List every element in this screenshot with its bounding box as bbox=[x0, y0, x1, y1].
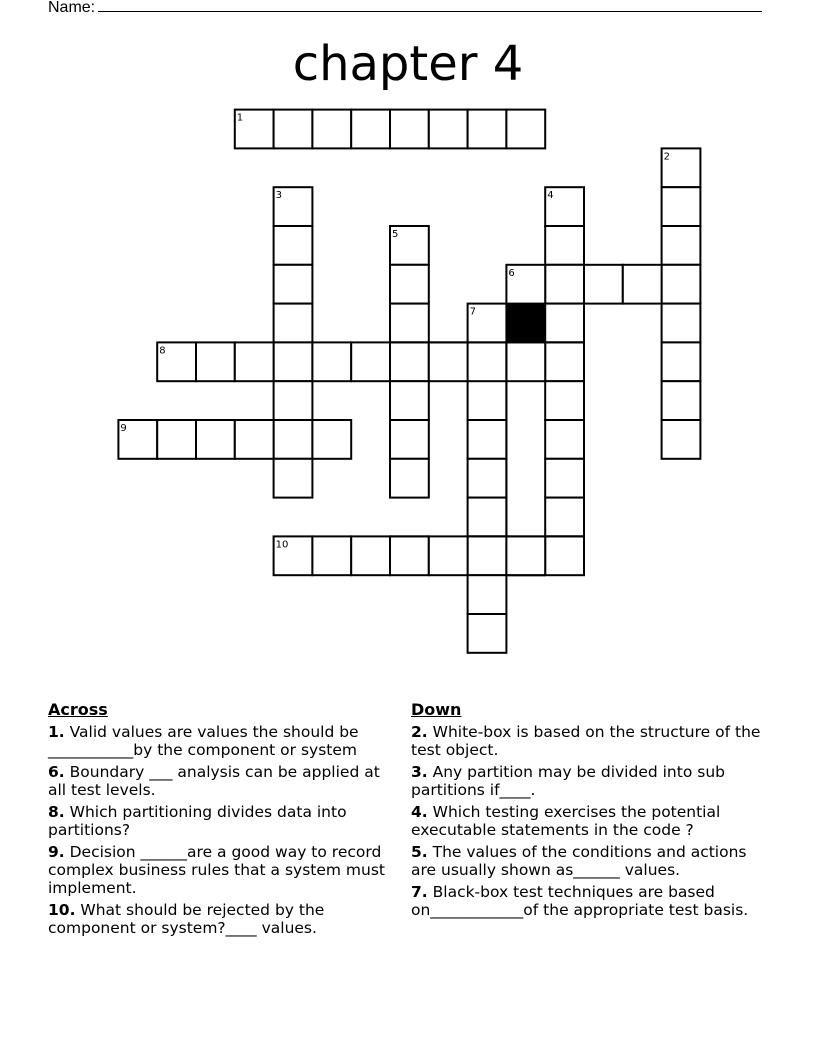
black-cell bbox=[506, 304, 545, 343]
clue-down: 2. White-box is based on the structure of the test object. bbox=[411, 723, 761, 759]
grid-cell[interactable] bbox=[662, 226, 701, 265]
grid-cell[interactable] bbox=[390, 420, 429, 459]
grid-cell[interactable] bbox=[468, 459, 507, 498]
grid-cell[interactable] bbox=[390, 459, 429, 498]
grid-cell[interactable] bbox=[274, 265, 313, 304]
clue-across: 6. Boundary ___ analysis can be applied at all test levels. bbox=[48, 763, 380, 799]
grid-cell[interactable] bbox=[390, 342, 429, 381]
clue-across: 9. Decision ______are a good way to record complex business rules that a system must implement. bbox=[48, 843, 386, 897]
grid-cell[interactable] bbox=[429, 110, 468, 149]
grid-cell[interactable] bbox=[662, 187, 701, 226]
grid-cell[interactable] bbox=[506, 110, 545, 149]
grid-cell[interactable] bbox=[235, 420, 274, 459]
clue-down: 5. The values of the conditions and actions are usually shown as______ values. bbox=[411, 843, 747, 879]
cell-number: 5 bbox=[392, 229, 399, 240]
grid-cell[interactable] bbox=[429, 342, 468, 381]
cell-number: 10 bbox=[275, 539, 289, 551]
grid-cell[interactable] bbox=[584, 265, 623, 304]
grid-cell[interactable] bbox=[390, 536, 429, 575]
grid-cell[interactable] bbox=[235, 110, 274, 149]
cell-number: 6 bbox=[508, 267, 515, 279]
grid-cell[interactable] bbox=[545, 226, 584, 265]
cell-number: 9 bbox=[120, 423, 127, 434]
name-label: Name: bbox=[48, 0, 96, 16]
grid-cell[interactable] bbox=[274, 381, 313, 420]
grid-cell[interactable] bbox=[468, 536, 507, 575]
grid-cell[interactable] bbox=[312, 342, 351, 381]
grid-cell[interactable] bbox=[312, 420, 351, 459]
grid-cell[interactable] bbox=[545, 342, 584, 381]
grid-cell[interactable] bbox=[545, 265, 584, 304]
grid-cell[interactable] bbox=[545, 420, 584, 459]
grid-cell[interactable] bbox=[468, 381, 507, 420]
grid-cell[interactable] bbox=[274, 187, 313, 226]
grid-cell[interactable] bbox=[545, 187, 584, 226]
grid-cell[interactable] bbox=[545, 498, 584, 537]
clue-across: 1. Valid values are values the should be ___________by the component or system bbox=[48, 723, 359, 759]
grid-cell[interactable] bbox=[545, 381, 584, 420]
grid-cell[interactable] bbox=[623, 265, 662, 304]
grid-cell[interactable] bbox=[468, 614, 507, 653]
grid-cell[interactable] bbox=[468, 304, 507, 343]
grid-cell[interactable] bbox=[662, 304, 701, 343]
clue-down: 4. Which testing exercises the potential executable statements in the code ? bbox=[411, 803, 721, 839]
across-heading: Across bbox=[48, 700, 108, 719]
grid-cell[interactable] bbox=[274, 459, 313, 498]
grid-cell[interactable] bbox=[390, 110, 429, 149]
grid-cell[interactable] bbox=[468, 498, 507, 537]
grid-cell[interactable] bbox=[545, 304, 584, 343]
grid-cell[interactable] bbox=[506, 265, 545, 304]
grid-cell[interactable] bbox=[235, 342, 274, 381]
grid-cell[interactable] bbox=[118, 420, 157, 459]
grid-cell[interactable] bbox=[506, 536, 545, 575]
grid-cell[interactable] bbox=[351, 342, 390, 381]
grid-cell[interactable] bbox=[662, 342, 701, 381]
grid-cell[interactable] bbox=[274, 110, 313, 149]
down-heading: Down bbox=[411, 700, 462, 719]
grid-cell[interactable] bbox=[157, 342, 196, 381]
clue-down: 3. Any partition may be divided into sub partitions if____. bbox=[411, 763, 725, 799]
grid-cell[interactable] bbox=[662, 381, 701, 420]
cell-number: 4 bbox=[547, 190, 554, 202]
clue-across: 8. Which partitioning divides data into partitions? bbox=[48, 803, 347, 839]
grid-cell[interactable] bbox=[662, 265, 701, 304]
cell-number: 8 bbox=[159, 345, 166, 357]
grid-cell[interactable] bbox=[274, 342, 313, 381]
grid-cell[interactable] bbox=[545, 536, 584, 575]
grid-cell[interactable] bbox=[390, 381, 429, 420]
down-clues bbox=[411, 700, 761, 923]
grid-cell[interactable] bbox=[351, 536, 390, 575]
grid-cell[interactable] bbox=[468, 420, 507, 459]
grid-cell[interactable] bbox=[274, 536, 313, 575]
cell-number: 1 bbox=[236, 112, 244, 124]
grid-cell[interactable] bbox=[274, 420, 313, 459]
grid-cell[interactable] bbox=[662, 420, 701, 459]
cell-number: 2 bbox=[663, 151, 670, 163]
grid-cell[interactable] bbox=[312, 536, 351, 575]
grid-cell[interactable] bbox=[390, 265, 429, 304]
grid-cell[interactable] bbox=[196, 342, 235, 381]
grid-cell[interactable] bbox=[312, 110, 351, 149]
cell-number: 7 bbox=[469, 306, 476, 318]
grid-cell[interactable] bbox=[390, 304, 429, 343]
grid-cell[interactable] bbox=[157, 420, 196, 459]
grid-cell[interactable] bbox=[196, 420, 235, 459]
grid-cell[interactable] bbox=[545, 459, 584, 498]
grid-cell[interactable] bbox=[468, 110, 507, 149]
across-clues bbox=[48, 700, 393, 941]
grid-cell[interactable] bbox=[506, 342, 545, 381]
page-title: chapter 4 bbox=[292, 36, 524, 92]
grid-cell[interactable] bbox=[274, 226, 313, 265]
grid-cell[interactable] bbox=[390, 226, 429, 265]
grid-cell[interactable] bbox=[274, 304, 313, 343]
grid-cell[interactable] bbox=[351, 110, 390, 149]
clue-down: 7. Black-box test techniques are based on____________of the appropriate test basis. bbox=[411, 883, 749, 919]
cell-number: 3 bbox=[275, 190, 282, 202]
grid-cell[interactable] bbox=[429, 536, 468, 575]
grid-cell[interactable] bbox=[468, 575, 507, 614]
clue-across: 10. What should be rejected by the component or system?____ values. bbox=[48, 901, 325, 937]
grid-cell[interactable] bbox=[662, 148, 701, 187]
